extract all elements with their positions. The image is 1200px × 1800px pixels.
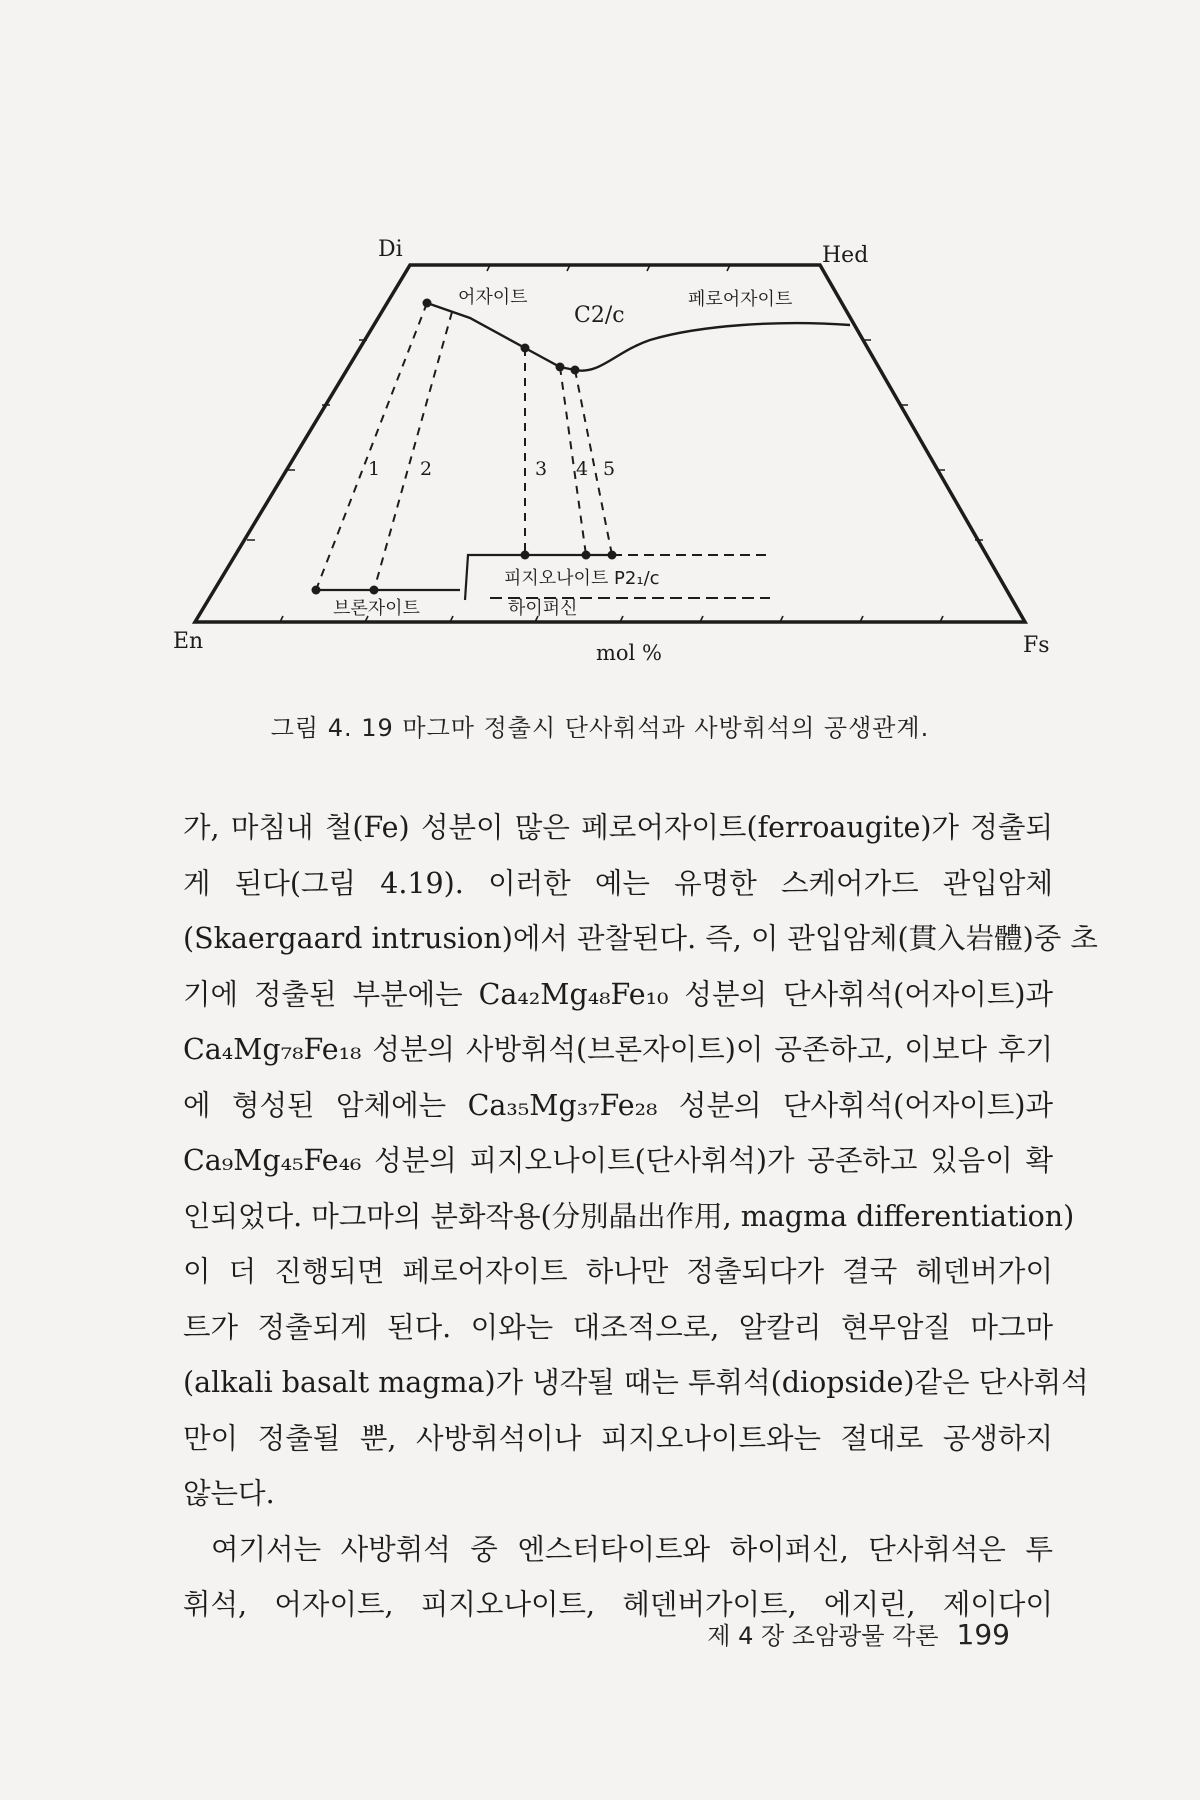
crystallization-trend-line [427, 303, 850, 371]
pyroxene-quadrilateral-figure [0, 0, 1200, 700]
tie-line-number-2: 2 [420, 458, 433, 480]
corner-label-hed: Hed [822, 243, 869, 268]
chapter-title: 제 4 장 조암광물 각론 [707, 1622, 939, 1650]
paragraph-line: 게 된다(그림 4.19). 이러한 예는 유명한 스케어가드 관입암체 [183, 866, 1053, 900]
tie-line-number-5: 5 [603, 458, 616, 480]
paragraph-line: 트가 정출되게 된다. 이와는 대조적으로, 알칼리 현무암질 마그마 [183, 1310, 1053, 1344]
paragraph-line: (Skaergaard intrusion)에서 관찰된다. 즉, 이 관입암체(貫入岩體)중 초 [183, 922, 1098, 955]
paragraph-line: Ca₉Mg₄₅Fe₄₆ 성분의 피지오나이트(단사휘석)가 공존하고 있음이 확 [183, 1144, 1053, 1177]
body-text [183, 800, 1098, 1633]
field-label-bronzite: 브론자이트 [333, 598, 420, 619]
axis-label-mol: mol % [596, 641, 662, 665]
paragraph-line: 만이 정출될 뿐, 사방휘석이나 피지오나이트와는 절대로 공생하지 [183, 1421, 1053, 1455]
field-label-hypersthene: 하이퍼신 [508, 598, 578, 619]
corner-label-en: En [173, 629, 204, 654]
paragraph-line: 여기서는 사방휘석 중 엔스터타이트와 하이퍼신, 단사휘석은 투 [211, 1532, 1053, 1566]
tie-line-number-4: 4 [576, 458, 589, 480]
page-footer [0, 1616, 1010, 1651]
tie-line-number-3: 3 [535, 458, 548, 480]
field-label-pigeonite: 피지오나이트 P2₁/c [504, 568, 660, 589]
field-label-c2c: C2/c [574, 303, 625, 328]
paragraph-line: 인되었다. 마그마의 분화작용(分別晶出作用, magma differentiation) [183, 1199, 1075, 1233]
page-number: 199 [956, 1618, 1010, 1651]
corner-label-fs: Fs [1023, 633, 1050, 658]
paragraph-line: 이 더 진행되면 페로어자이트 하나만 정출되다가 결국 헤덴버가이 [183, 1255, 1053, 1288]
tie-line-number-1: 1 [368, 458, 381, 480]
paragraph-line: (alkali basalt magma)가 냉각될 때는 투휘석(diopside)같은 단사휘석 [183, 1366, 1089, 1399]
field-label-ferroaugite: 페로어자이트 [688, 289, 793, 310]
paragraph-line: 에 형성된 암체에는 Ca₃₅Mg₃₇Fe₂₈ 성분의 단사휘석(어자이트)과 [183, 1088, 1053, 1122]
paragraph-line: 가, 마침내 철(Fe) 성분이 많은 페로어자이트(ferroaugite)가 정출되 [183, 811, 1053, 844]
field-label-augite: 어자이트 [458, 287, 528, 308]
figure-caption: 그림 4. 19 마그마 정출시 단사휘석과 사방휘석의 공생관계. [270, 714, 930, 742]
paragraph-line: 않는다. [183, 1477, 275, 1510]
paragraph-line: Ca₄Mg₇₈Fe₁₈ 성분의 사방휘석(브론자이트)이 공존하고, 이보다 후기 [183, 1033, 1053, 1066]
paragraph-line: 기에 정출된 부분에는 Ca₄₂Mg₄₈Fe₁₀ 성분의 단사휘석(어자이트)과 [183, 977, 1053, 1011]
corner-label-di: Di [378, 237, 403, 262]
paragraph-line: 휘석, 어자이트, 피지오나이트, 헤덴버가이트, 에지린, 제이다이 [183, 1588, 1053, 1621]
